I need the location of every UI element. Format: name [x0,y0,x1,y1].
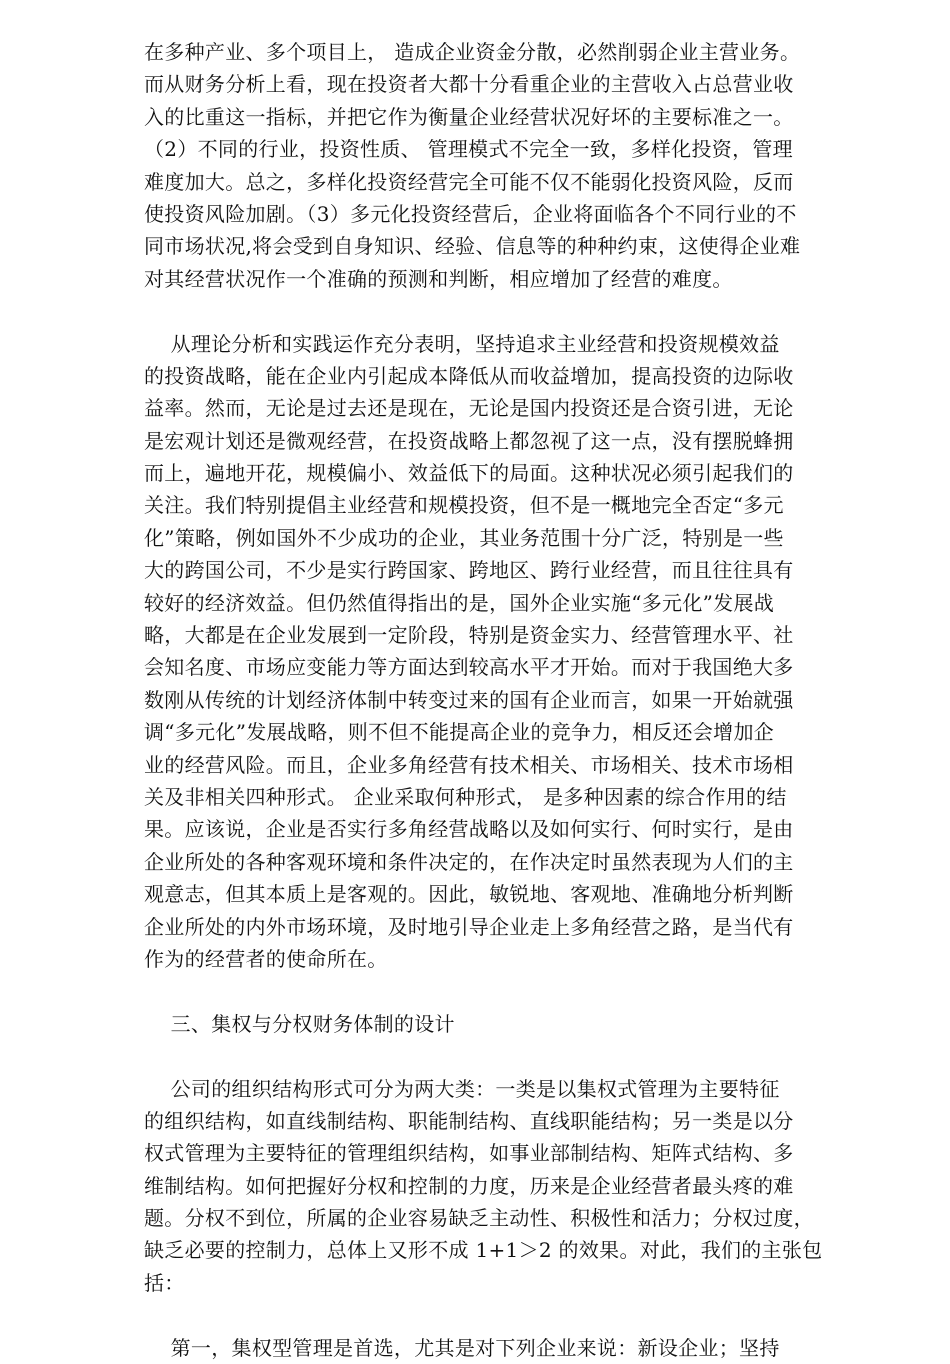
text-line: 关及非相关四种形式。 企业采取何种形式， 是多种因素的综合作用的结 [144,784,787,809]
text-line: 的组织结构，如直线制结构、职能制结构、直线职能结构；另一类是以分 [144,1108,794,1133]
paragraph-gap [144,1299,864,1331]
paragraph [144,1008,864,1040]
text-line: 维制结构。如何把握好分权和控制的力度，历来是企业经营者最头疼的难 [144,1173,794,1198]
text-line: 从理论分析和实践运作充分表明，坚持追求主业经营和投资规模效益 [144,331,780,356]
text-line: 缺乏必要的控制力，总体上又形不成 1+1＞2 的效果。对此，我们的主张包 [144,1238,823,1263]
text-line: 数刚从传统的计划经济体制中转变过来的国有企业而言，如果一开始就强 [144,687,794,712]
text-line: 使投资风险加剧。（3）多元化投资经营后，企业将面临各个不同行业的不 [144,201,797,226]
text-line: 略，大都是在企业发展到一定阶段，特别是资金实力、经营管理水平、社 [144,623,794,648]
paragraph-gap [144,295,864,327]
text-line: 益率。然而，无论是过去还是现在，无论是国内投资还是合资引进，无论 [144,396,794,421]
text-line: 业的经营风险。而且，企业多角经营有技术相关、市场相关、技术市场相 [144,752,794,777]
text-line: 第一，集权型管理是首选，尤其是对下列企业来说：新设企业；坚持 [144,1335,780,1360]
text-line: 在多种产业、多个项目上， 造成企业资金分散，必然削弱企业主营业务。 [144,40,801,64]
paragraph-gap [144,1040,864,1072]
text-line: 括： [144,1270,185,1295]
document-page [144,36,864,1364]
text-line: 是宏观计划还是微观经营，在投资战略上都忽视了这一点，没有摆脱蜂拥 [144,428,794,453]
paragraph [144,1332,864,1364]
text-line: 题。分权不到位，所属的企业容易缺乏主动性、积极性和活力；分权过度， [144,1206,814,1231]
text-line: 同市场状况,将会受到自身知识、经验、信息等的种种约束，这使得企业难 [144,234,801,259]
paragraph [144,328,864,976]
text-line: 难度加大。总之，多样化投资经营完全可能不仅不能弱化投资风险，反而 [144,169,794,194]
text-line: 大的跨国公司，不少是实行跨国家、跨地区、跨行业经营，而且往往具有 [144,558,794,583]
text-line: 化”策略，例如国外不少成功的企业，其业务范围十分广泛，特别是一些 [144,525,784,550]
text-line: 会知名度、市场应变能力等方面达到较高水平才开始。而对于我国绝大多 [144,655,794,680]
text-line: 对其经营状况作一个准确的预测和判断，相应增加了经营的难度。 [144,266,733,291]
paragraph [144,36,864,295]
text-line: 企业所处的各种客观环境和条件决定的，在作决定时虽然表现为人们的主 [144,849,794,874]
text-line: 较好的经济效益。但仍然值得指出的是，国外企业实施“多元化”发展战 [144,590,775,615]
text-line: 公司的组织结构形式可分为两大类：一类是以集权式管理为主要特征 [144,1076,780,1101]
text-line: （2）不同的行业，投资性质、 管理模式不完全一致，多样化投资，管理 [144,137,793,162]
text-line: 入的比重这一指标，并把它作为衡量企业经营状况好坏的主要标准之一。 [144,104,794,129]
paragraph-gap [144,975,864,1007]
text-line: 调“多元化”发展战略，则不但不能提高企业的竞争力，相反还会增加企 [144,720,775,745]
paragraph [144,1073,864,1300]
text-line: 企业所处的内外市场环境，及时地引导企业走上多角经营之路，是当代有 [144,914,794,939]
text-line: 关注。我们特别提倡主业经营和规模投资，但不是一概地完全否定“多元 [144,493,784,518]
text-line: 的投资战略，能在企业内引起成本降低从而收益增加，提高投资的边际收 [144,363,794,388]
text-line: 作为的经营者的使命所在。 [144,946,388,971]
text-line: 权式管理为主要特征的管理组织结构，如事业部制结构、矩阵式结构、多 [144,1141,794,1166]
text-line: 果。应该说，企业是否实行多角经营战略以及如何实行、何时实行，是由 [144,817,794,842]
text-line: 观意志，但其本质上是客观的。因此，敏锐地、客观地、准确地分析判断 [144,882,794,907]
text-line: 三、集权与分权财务体制的设计 [144,1011,455,1036]
text-line: 而从财务分析上看，现在投资者大都十分看重企业的主营收入占总营业收 [144,72,794,97]
text-line: 而上，遍地开花，规模偏小、效益低下的局面。这种状况必须引起我们的 [144,461,794,486]
